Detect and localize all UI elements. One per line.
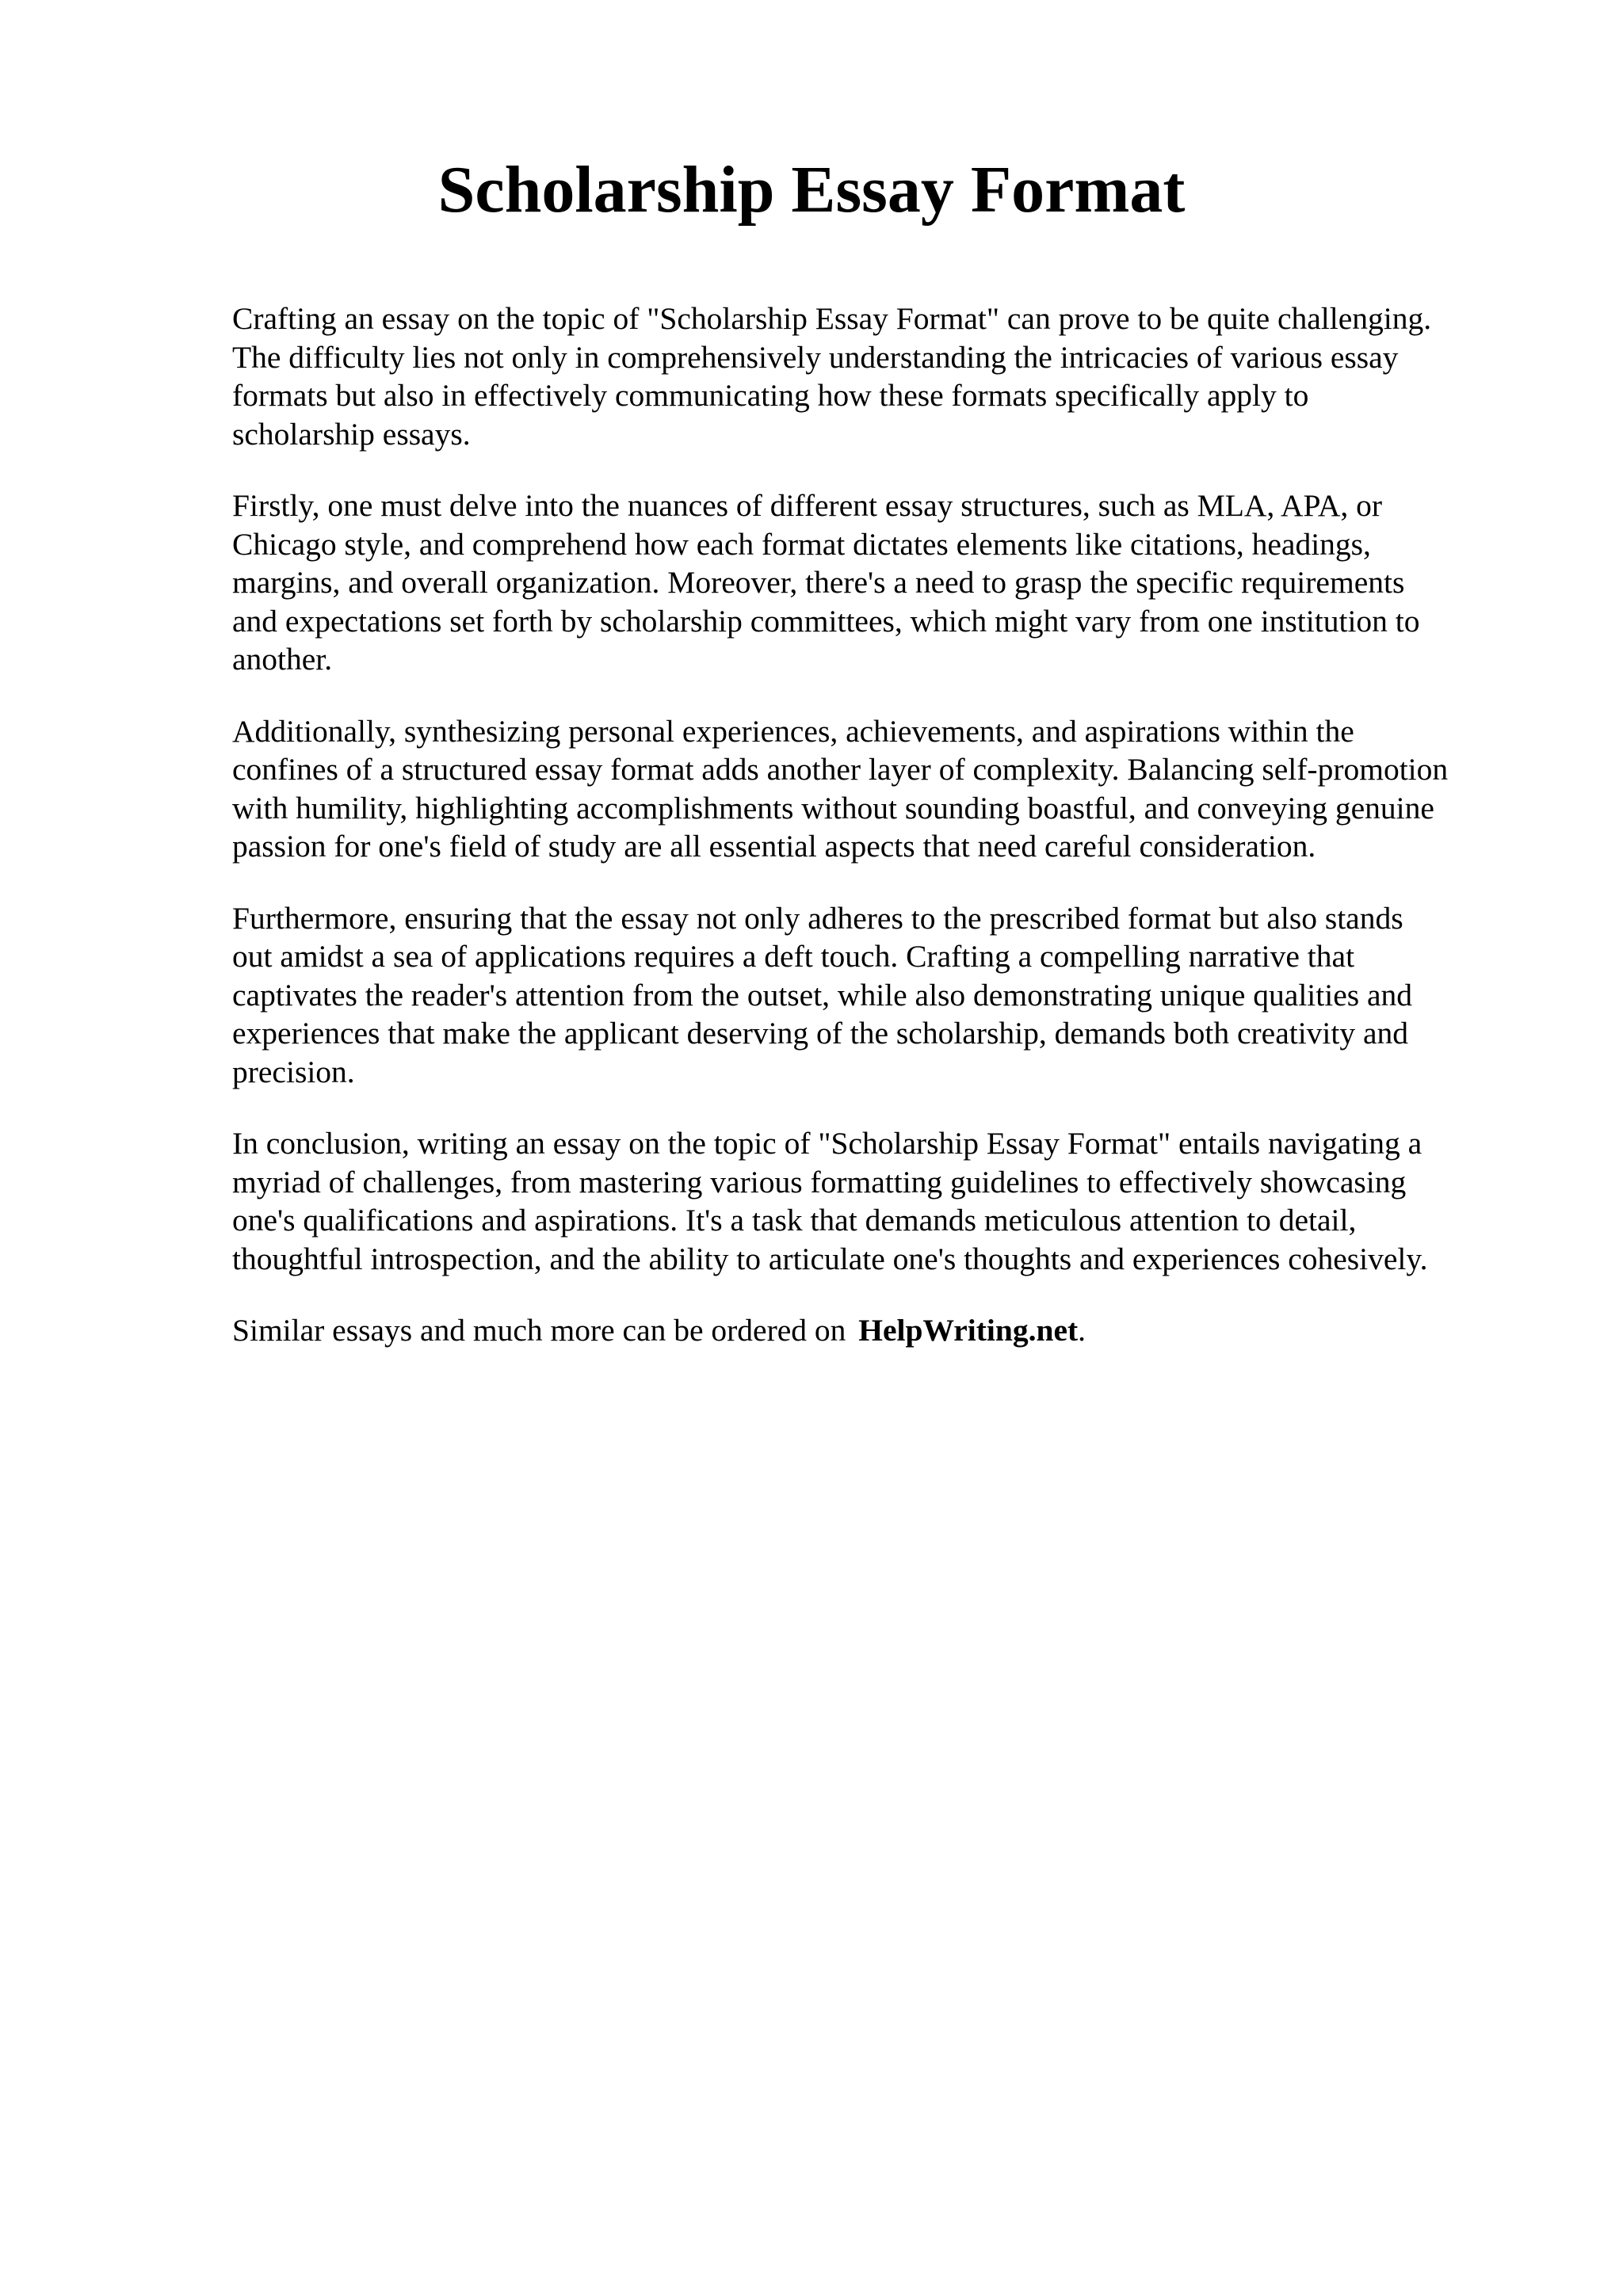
paragraph-1 — [232, 299, 1532, 453]
paragraph-line: Chicago style, and comprehend how each format dictates elements like citations, headings, — [232, 526, 1371, 562]
paragraph-line: with humility, highlighting accomplishments without sounding boastful, and conveying genuine — [232, 790, 1434, 826]
paragraph-line: captivates the reader's attention from the outset, while also demonstrating unique qualities and — [232, 977, 1413, 1013]
closing-text: Similar essays and much more can be ordered on — [232, 1313, 846, 1348]
paragraph-2 — [232, 486, 1532, 679]
paragraph-5 — [232, 1124, 1532, 1278]
paragraph-line: Furthermore, ensuring that the essay not only adheres to the prescribed format but also stands — [232, 900, 1403, 936]
paragraph-line: another. — [232, 642, 333, 677]
helpwriting-link[interactable]: HelpWriting.net — [858, 1313, 1079, 1348]
paragraph-line: The difficulty lies not only in comprehensively understanding the intricacies of various essay — [232, 339, 1399, 375]
paragraph-line: scholarship essays. — [232, 416, 471, 452]
paragraph-line: experiences that make the applicant deserving of the scholarship, demands both creativity and — [232, 1016, 1409, 1051]
closing-suffix: . — [1078, 1313, 1086, 1348]
document-title: Scholarship Essay Format — [437, 153, 1186, 227]
paragraph-line: one's qualifications and aspirations. It's a task that demands meticulous attention to detail, — [232, 1203, 1357, 1238]
paragraph-3 — [232, 712, 1532, 866]
paragraph-line: margins, and overall organization. Moreover, there's a need to grasp the specific requirements — [232, 565, 1405, 600]
paragraph-line: formats but also in effectively communicating how these formats specifically apply to — [232, 378, 1309, 413]
closing-line — [232, 1311, 1532, 1350]
paragraph-line: out amidst a sea of applications requires a deft touch. Crafting a compelling narrative that — [232, 939, 1355, 974]
paragraph-line: Crafting an essay on the topic of "Scholarship Essay Format" can prove to be quite challenging. — [232, 301, 1432, 336]
paragraph-line: In conclusion, writing an essay on the topic of "Scholarship Essay Format" entails navigating a — [232, 1126, 1423, 1161]
paragraph-line: myriad of challenges, from mastering various formatting guidelines to effectively showcasing — [232, 1164, 1407, 1199]
paragraph-line: confines of a structured essay format adds another layer of complexity. Balancing self-promotion — [232, 752, 1449, 787]
document-body — [232, 299, 1532, 1350]
paragraph-line: passion for one's field of study are all essential aspects that need careful consideration. — [232, 829, 1316, 864]
paragraph-line: thoughtful introspection, and the ability to articulate one's thoughts and experiences cohesively. — [232, 1241, 1428, 1276]
paragraph-line: Additionally, synthesizing personal experiences, achievements, and aspirations within the — [232, 713, 1354, 749]
paragraph-line: and expectations set forth by scholarship committees, which might vary from one institution to — [232, 603, 1420, 639]
paragraph-4 — [232, 899, 1532, 1092]
paragraph-line: precision. — [232, 1054, 355, 1089]
paragraph-line: Firstly, one must delve into the nuances of different essay structures, such as MLA, APA, or — [232, 488, 1383, 523]
